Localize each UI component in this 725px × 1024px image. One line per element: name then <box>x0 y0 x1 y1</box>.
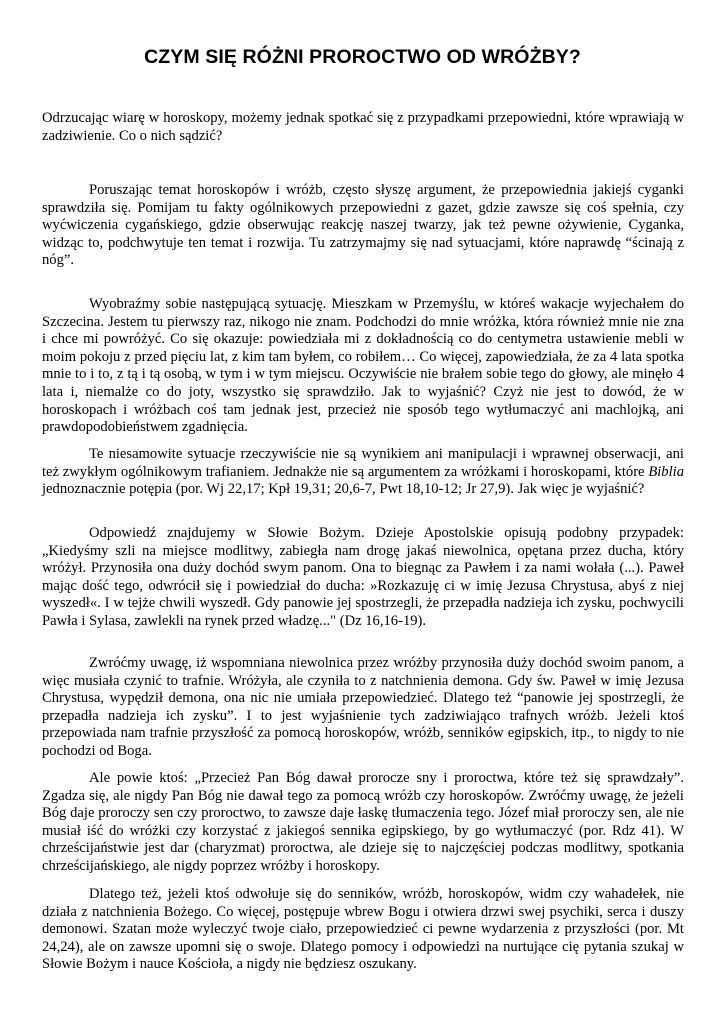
paragraph-2: Wyobraźmy sobie następującą sytuację. Mieszkam w Przemyślu, w któreś wakacje wyjechałem do Szczecina. Jestem tu pierwszy raz, nikogo nie znam. Podchodzi do mnie wróżka, która również mnie nie zna i chce mi powróżyć. Co się okazuje: powiedziała mi z dokładnością co do centymetra ustawienie mebli w moim pokoju z przed pięciu lat, z kim tam byłem, co robiłem… Co więcej, zapowiedziała, że za 4 lata spotka mnie to i to, z tą i tą osobą, w tym i w tym miejscu. Oczywiście nie brałem sobie tego do głowy, ale minęło 4 lata i, niemalże co do joty, wszystko się sprawdziło. Jak to wyjaśnić? Czyż nie jest to dowód, że w horoskopach i wróżbach coś tam jednak jest, przecież nie sposób tego wytłumaczyć ani machlojką, ani prawdopodobieństwem zgadnięcia. <box>42 296 684 436</box>
paragraph-3-text-start: Te niesamowite sytuacje rzeczywiście nie są wynikiem ani manipulacji i wprawnej obserwacji, ani też zwykłym ogólnikowym trafianiem. Jednakże nie są argumentem za wróżkami i horoskopami, które <box>42 446 684 480</box>
intro-paragraph: Odrzucając wiarę w horoskopy, możemy jednak spotkać się z przypadkami przepowiedni, które wprawiają w zadziwienie. Co o nich sądzić? <box>42 110 684 144</box>
paragraph-1: Poruszając temat horoskopów i wróżb, często słyszę argument, że przepowiednia jakiejś cyganki sprawdziła się. Pomijam tu fakty ogólnikowych przepowiedni z gazet, gdzie zawsze się coś spełnia, czy wyćwiczenia cygańskiego, gdzie obserwując reakcję naszej twarzy, jak też pewne ożywienie, Cyganka, widząc to, podchwytuje ten temat i rozwija. Tu zatrzymajmy się nad sytuacjami, które naprawdę “ścinają z nóg”. <box>42 182 684 269</box>
paragraph-7: Dlatego też, jeżeli ktoś odwołuje się do senników, wróżb, horoskopów, widm czy wahadełek, nie działa z natchnienia Bożego. Co więcej, postępuje wbrew Bogu i otwiera drzwi swej psychiki, serca i duszy demonowi. Szatan może wyleczyć twoje ciało, przepowiedzieć ci pewne wydarzenia z przyszłości (por. Mt 24,24), ale on zawsze upomni się o swoje. Dlatego pomocy i odpowiedzi na nurtujące cię pytania szukaj w Słowie Bożym i nauce Kościoła, a nigdy nie będziesz oszukany. <box>42 886 684 973</box>
paragraph-5: Zwróćmy uwagę, iż wspomniana niewolnica przez wróżby przynosiła duży dochód swoim panom, a więc musiała czynić to trafnie. Wróżyła, ale czyniła to z natchnienia demona. Gdy św. Paweł w imię Jezusa Chrystusa, wypędził demona, ona nic nie umiała przepowiedzieć. Dlatego też “panowie jej spostrzegli, że przepadła nadzieja ich zysku”. I to jest wyjaśnienie tych zadziwiająco trafnych wróżb. Jeżeli ktoś przepowiada nam trafnie przyszłość za pomocą horoskopów, wróżb, senników egipskich, itp., to nigdy to nie pochodzi od Boga. <box>42 655 684 759</box>
bible-title-italic: Biblia <box>648 463 684 480</box>
paragraph-6: Ale powie ktoś: „Przecież Pan Bóg dawał prorocze sny i proroctwa, które też się sprawdzały”. Zgadza się, ale nigdy Pan Bóg nie dawał tego za pomocą wróżb czy horoskopów. Zwróćmy uwagę, że jeżeli Bóg daje proroczy sen czy proroctwo, to zawsze daje łaskę tłumaczenia tego. Józef miał proroczy sen, ale nie musiał iść do wróżki czy korzystać z jakiegoś sennika egipskiego, by go wytłumaczyć (por. Rdz 41). W chrześcijaństwie jest dar (charyzmat) proroctwa, ale dzieje się to najczęściej podczas modlitwy, spotkania chrześcijańskiego, ale nigdy poprzez wróżby i horoskopy. <box>42 770 684 874</box>
paragraph-4: Odpowiedź znajdujemy w Słowie Bożym. Dzieje Apostolskie opisują podobny przypadek: „Kiedyśmy szli na miejsce modlitwy, zabiegła nam drogę jakaś niewolnica, opętana przez ducha, który wróżył. Przynosiła ona duży dochód swym panom. Ona to biegnąc za Pawłem i za nami wołała (...). Paweł mając dość tego, odwrócił się i powiedział do ducha: »Rozkazuję ci w imię Jezusa Chrystusa, abyś z niej wyszedł«. I w tejże chwili wyszedł. Gdy panowie jej spostrzegli, że przepadła nadzieja ich zysku, pochwycili Pawła i Sylasa, zawlekli na rynek przed władzę..." (Dz 16,16-19). <box>42 525 684 629</box>
paragraph-3 <box>42 446 684 499</box>
page-title: CZYM SIĘ RÓŻNI PROROCTWO OD WRÓŻBY? <box>144 46 581 68</box>
paragraph-3-text-end: jednoznacznie potępia (por. Wj 22,17; Kpł 19,31; 20,6-7, Pwt 18,10-12; Jr 27,9). Jak więc je wyjaśnić? <box>42 481 645 498</box>
